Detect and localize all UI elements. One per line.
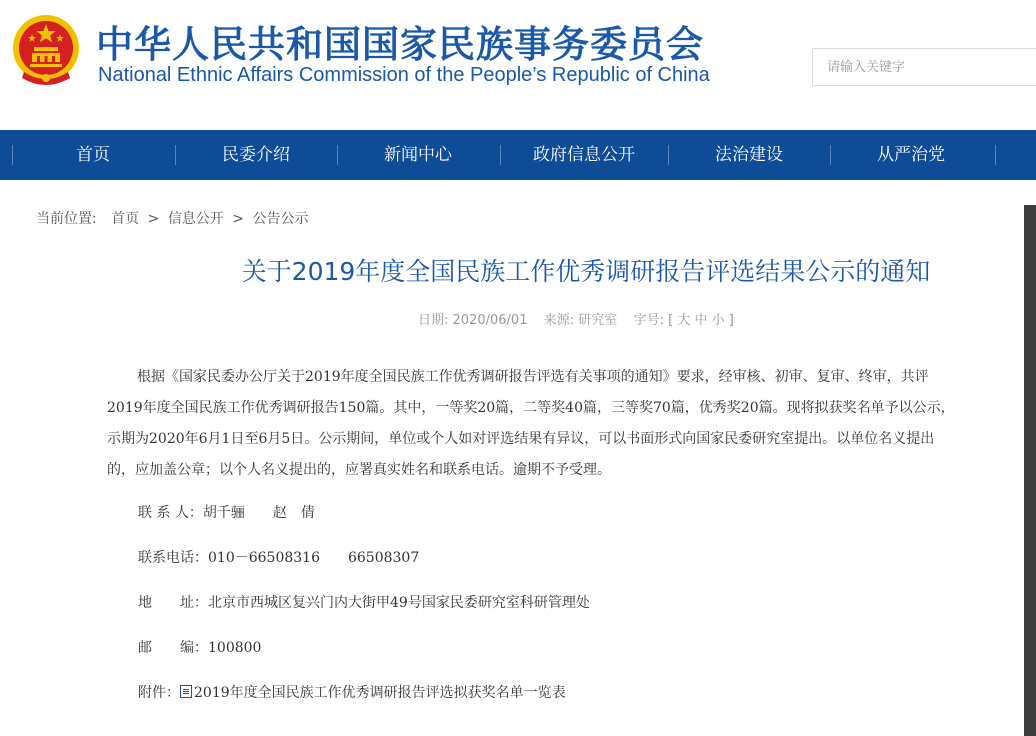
breadcrumb-home[interactable]: 首页	[111, 211, 140, 227]
contact-value: 胡千骊 赵 倩	[202, 505, 315, 521]
nav-item-rule-of-law[interactable]: 法治建设	[715, 145, 783, 165]
paragraph-line: 2019年度全国民族工作优秀调研报告150篇。其中，一等奖20篇，二等奖40篇，三等奖70篇，优秀奖20篇。现将拟获奖名单予以公示，	[107, 400, 955, 416]
font-size-medium-button[interactable]: 中	[694, 313, 708, 328]
site-title-chinese: 中华人民共和国国家民族事务委员会	[96, 23, 704, 66]
nav-item-gov-info[interactable]: 政府信息公开	[533, 145, 635, 165]
address-value: 北京市西城区复兴门内大街甲49号国家民委研究室科研管理处	[208, 595, 590, 611]
nav-item-news[interactable]: 新闻中心	[384, 145, 452, 165]
source-label: 来源:	[543, 313, 575, 328]
breadcrumb-separator: >	[147, 211, 160, 227]
date-label: 日期:	[418, 313, 449, 328]
article-title: 关于2019年度全国民族工作优秀调研报告评选结果公示的通知	[241, 257, 931, 286]
nav-item-about[interactable]: 民委介绍	[222, 145, 290, 165]
address-label: 地 址：	[138, 595, 208, 611]
breadcrumb-separator: >	[232, 211, 244, 227]
contact-person-line	[138, 502, 315, 522]
nav-item-home[interactable]: 首页	[76, 145, 110, 165]
postcode-value: 100800	[208, 640, 262, 656]
font-size-label: 字号:	[633, 313, 664, 328]
site-header	[0, 0, 1036, 130]
paragraph-line: 根据《国家民委办公厅关于2019年度全国民族工作优秀调研报告评选有关事项的通知》要求，经审核、初审、复审、终审，共评	[137, 369, 929, 385]
source-value: 研究室	[578, 313, 618, 328]
address-line	[138, 592, 590, 612]
phone-value: 010－66508316 66508307	[208, 550, 420, 566]
postcode-line	[138, 637, 261, 657]
attachment-link-text: 2019年度全国民族工作优秀调研报告评选拟获奖名单一览表	[194, 685, 566, 701]
nav-item-party[interactable]: 从严治党	[877, 145, 945, 165]
breadcrumb	[36, 208, 308, 228]
postcode-label: 邮 编：	[138, 640, 208, 656]
nav-divider	[995, 145, 996, 165]
breadcrumb-label: 当前位置:	[36, 211, 97, 227]
breadcrumb-announcements[interactable]: 公告公示	[252, 211, 309, 227]
paragraph-line: 示期为2020年6月1日至6月5日。公示期间，单位或个人如对评选结果有异议，可以书面形式向国家民委研究室提出。以单位名义提出	[107, 431, 935, 447]
article-body	[107, 362, 1036, 486]
phone-label: 联系电话：	[138, 550, 208, 566]
page-scrollbar[interactable]	[1024, 205, 1036, 736]
attachment-line	[138, 682, 566, 702]
breadcrumb-info-public[interactable]: 信息公开	[167, 211, 224, 227]
phone-line	[138, 547, 419, 567]
main-nav	[0, 130, 1036, 180]
paragraph-line: 的，应加盖公章；以个人名义提出的，应署真实姓名和联系电话。逾期不予受理。	[107, 462, 611, 478]
article-meta	[418, 309, 734, 328]
national-emblem-icon[interactable]	[10, 12, 82, 88]
word-document-icon	[180, 685, 192, 698]
font-size-bracket-close: ]	[728, 313, 734, 328]
font-size-small-button[interactable]: 小	[711, 313, 725, 328]
site-title-english: National Ethnic Affairs Commission of the People’s Republic of China	[98, 64, 710, 86]
publish-date: 2020/06/01	[452, 313, 528, 328]
attachment-link[interactable]	[180, 685, 566, 701]
attachment-label: 附件：	[138, 685, 180, 701]
font-size-bracket-open: [	[668, 313, 674, 328]
font-size-large-button[interactable]: 大	[677, 313, 691, 328]
contact-label: 联 系 人：	[138, 505, 203, 521]
search-input[interactable]	[812, 48, 1036, 86]
